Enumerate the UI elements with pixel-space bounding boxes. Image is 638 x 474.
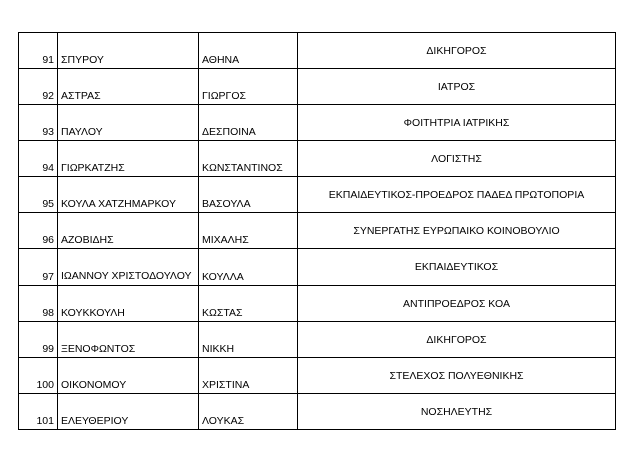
row-number: 98 (19, 286, 58, 322)
surname-cell: ΞΕΝΟΦΩΝΤΟΣ (58, 322, 199, 358)
firstname-cell: ΚΩΣΤΑΣ (199, 286, 298, 322)
firstname-cell: ΓΙΩΡΓΟΣ (199, 69, 298, 105)
surname-cell: ΓΙΩΡΚΑΤΖΗΣ (58, 141, 199, 177)
surname-cell: ΟΙΚΟΝΟΜΟΥ (58, 358, 199, 394)
surname-cell: ΑΣΤΡΑΣ (58, 69, 199, 105)
row-number: 97 (19, 249, 58, 286)
surname-cell: ΚΟΥΛΑ ΧΑΤΖΗΜΑΡΚΟΥ (58, 177, 199, 213)
firstname-cell: ΚΩΝΣΤΑΝΤΙΝΟΣ (199, 141, 298, 177)
profession-cell: ΕΚΠΑΙΔΕΥΤΙΚΟΣ-ΠΡΟΕΔΡΟΣ ΠΑΔΕΔ ΠΡΩΤΟΠΟΡΙΑ (298, 177, 616, 213)
profession-cell: ΣΥΝΕΡΓΑΤΗΣ ΕΥΡΩΠΑΙΚΟ ΚΟΙΝΟΒΟΥΛΙΟ (298, 213, 616, 249)
row-number: 101 (19, 394, 58, 430)
profession-cell: ΛΟΓΙΣΤΗΣ (298, 141, 616, 177)
profession-cell: ΑΝΤΙΠΡΟΕΔΡΟΣ ΚΟΑ (298, 286, 616, 322)
row-number: 91 (19, 33, 58, 69)
profession-cell: ΣΤΕΛΕΧΟΣ ΠΟΛΥΕΘΝΙΚΗΣ (298, 358, 616, 394)
surname-cell: ΚΟΥΚΚΟΥΛΗ (58, 286, 199, 322)
table-row (19, 322, 616, 358)
row-number: 99 (19, 322, 58, 358)
surname-cell: ΠΑΥΛΟΥ (58, 105, 199, 141)
row-number: 95 (19, 177, 58, 213)
table-row (19, 177, 616, 213)
firstname-cell: ΒΑΣΟΥΛΑ (199, 177, 298, 213)
firstname-cell: ΜΙΧΑΛΗΣ (199, 213, 298, 249)
profession-cell: ΙΑΤΡΟΣ (298, 69, 616, 105)
firstname-cell: ΛΟΥΚΑΣ (199, 394, 298, 430)
row-number: 100 (19, 358, 58, 394)
surname-cell: ΕΛΕΥΘΕΡΙΟΥ (58, 394, 199, 430)
table-row (19, 105, 616, 141)
table-row (19, 213, 616, 249)
table-row (19, 358, 616, 394)
firstname-cell: ΑΘΗΝΑ (199, 33, 298, 69)
table-row (19, 33, 616, 69)
profession-cell: ΔΙΚΗΓΟΡΟΣ (298, 322, 616, 358)
names-table (18, 32, 616, 430)
surname-cell: ΑΖΟΒΙΔΗΣ (58, 213, 199, 249)
table-row (19, 394, 616, 430)
surname-cell: ΣΠΥΡΟΥ (58, 33, 199, 69)
document-page (18, 32, 616, 430)
row-number: 94 (19, 141, 58, 177)
row-number: 92 (19, 69, 58, 105)
table-row (19, 141, 616, 177)
firstname-cell: ΧΡΙΣΤΙΝΑ (199, 358, 298, 394)
row-number: 93 (19, 105, 58, 141)
table-row (19, 69, 616, 105)
profession-cell: ΔΙΚΗΓΟΡΟΣ (298, 33, 616, 69)
firstname-cell: ΚΟΥΛΛΑ (199, 249, 298, 286)
row-number: 96 (19, 213, 58, 249)
profession-cell: ΕΚΠΑΙΔΕΥΤΙΚΟΣ (298, 249, 616, 286)
table-row (19, 249, 616, 286)
firstname-cell: ΝΙΚΚΗ (199, 322, 298, 358)
profession-cell: ΦΟΙΤΗΤΡΙΑ ΙΑΤΡΙΚΗΣ (298, 105, 616, 141)
table-row (19, 286, 616, 322)
surname-cell: ΙΩΑΝΝΟΥ ΧΡΙΣΤΟΔΟΥΛΟΥ (58, 249, 199, 286)
profession-cell: ΝΟΣΗΛΕΥΤΗΣ (298, 394, 616, 430)
firstname-cell: ΔΕΣΠΟΙΝΑ (199, 105, 298, 141)
